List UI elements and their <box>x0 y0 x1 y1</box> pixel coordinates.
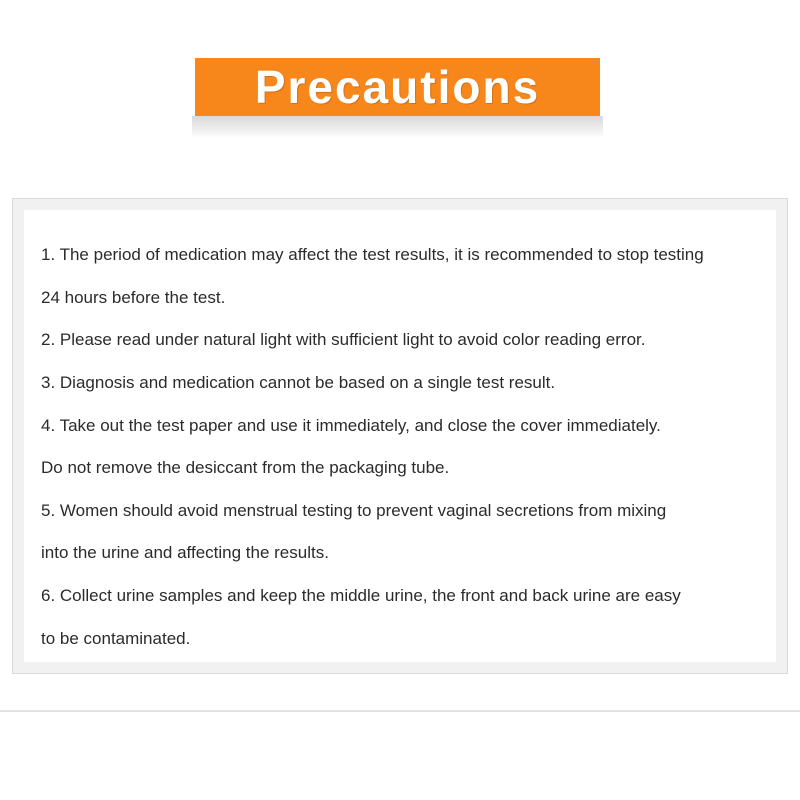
precaution-line-4-a: 4. Take out the test paper and use it immediately, and close the cover immediately. <box>41 415 661 435</box>
precaution-line-6-a: 6. Collect urine samples and keep the middle urine, the front and back urine are easy <box>41 586 681 606</box>
precautions-list <box>41 234 781 660</box>
precaution-line-5-a: 5. Women should avoid menstrual testing to prevent vaginal secretions from mixing <box>41 500 667 520</box>
precaution-line-5-b: into the urine and affecting the results. <box>41 543 329 563</box>
banner-shadow <box>192 116 603 138</box>
precaution-line-3: 3. Diagnosis and medication cannot be based on a single test result. <box>41 373 556 393</box>
page-title: Precautions <box>254 61 541 113</box>
bottom-divider <box>0 710 800 712</box>
precaution-line-6-b: to be contaminated. <box>41 628 191 648</box>
precautions-card <box>12 198 788 674</box>
precaution-line-1-b: 24 hours before the test. <box>41 287 226 307</box>
title-banner-bar <box>195 58 600 116</box>
precaution-line-2: 2. Please read under natural light with sufficient light to avoid color reading error. <box>41 330 646 350</box>
title-banner <box>195 58 600 136</box>
precaution-line-4-b: Do not remove the desiccant from the packaging tube. <box>41 458 450 478</box>
precaution-line-1-a: 1. The period of medication may affect the test results, it is recommended to stop testing <box>41 245 704 265</box>
precautions-card-body <box>24 210 776 662</box>
